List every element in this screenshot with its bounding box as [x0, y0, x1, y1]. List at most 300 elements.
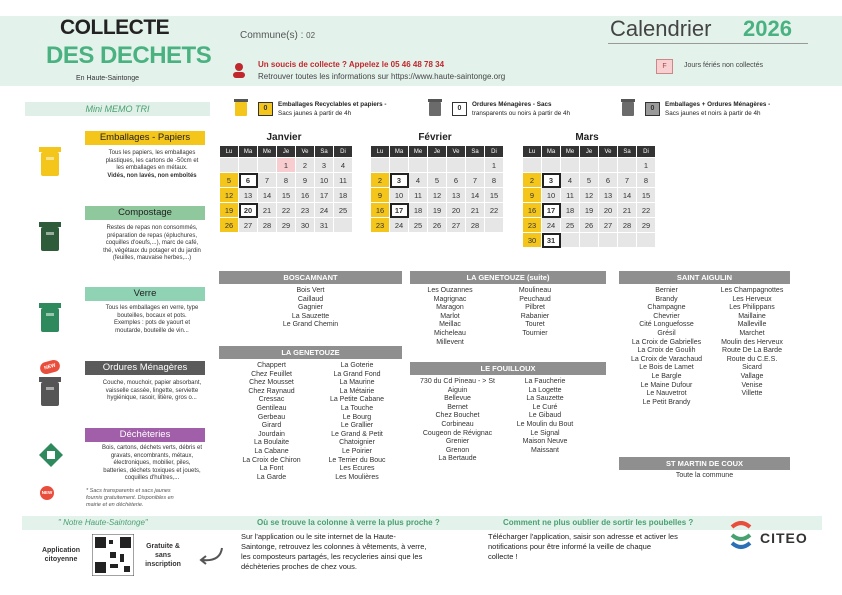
- arrow-left-icon: [198, 546, 224, 566]
- commune-item: La Croix de Gabrielles: [631, 338, 702, 346]
- commune-item: Le Poirier: [342, 447, 372, 455]
- day-cell: 2: [523, 173, 542, 188]
- month-title: Mars: [575, 132, 599, 143]
- legend-count: 0: [645, 102, 660, 116]
- memo-line: gravats, encombrants, métaux,: [110, 452, 194, 459]
- commune-item: 730 du Cd Pineau - > St: [420, 378, 495, 385]
- day-cell: 19: [428, 203, 447, 218]
- memo-line: Couche, mouchoir, papier absorbant,: [102, 380, 202, 386]
- day-cell: 17: [315, 188, 334, 203]
- weekday-header: Sa: [618, 146, 637, 158]
- commune-item: Les Ecures: [339, 465, 375, 473]
- commune-item: La Petite Cabane: [329, 396, 385, 404]
- app-label: Application citoyenne: [41, 547, 81, 563]
- memo-note-line: mairie et en déchèterie.: [86, 502, 144, 508]
- day-cell: 12: [220, 188, 239, 203]
- commune-item: Magrignac: [433, 295, 467, 303]
- memo-line: hygiénique, rasoir, litière, gros o...: [107, 395, 197, 402]
- section-genetouze: LA GENETOUZE: [219, 346, 402, 359]
- day-cell: [542, 158, 561, 173]
- day-cell: 16: [523, 203, 542, 218]
- memo-card-text: [82, 380, 222, 403]
- commune-item: Touret: [525, 321, 545, 329]
- commune-item: La Touche: [340, 404, 374, 412]
- support-agent-icon: [232, 62, 246, 78]
- day-cell: 26: [428, 218, 447, 233]
- title-dechets: DES DECHETS: [46, 42, 212, 69]
- day-cell: 20: [239, 203, 258, 218]
- day-cell: [485, 218, 504, 233]
- day-cell: 31: [542, 233, 561, 248]
- day-cell: [523, 158, 542, 173]
- list-fouilloux-left: [410, 378, 505, 464]
- weekday-header: Di: [334, 146, 353, 158]
- day-cell: 14: [618, 188, 637, 203]
- day-cell: 11: [409, 188, 428, 203]
- commune-item: Le Gibaud: [528, 412, 562, 420]
- day-cell: 14: [466, 188, 485, 203]
- day-cell: 13: [599, 188, 618, 203]
- commune-item: La Sauzette: [526, 395, 564, 403]
- day-cell: 10: [390, 188, 409, 203]
- weekday-header: Di: [637, 146, 656, 158]
- commune-item: Gagnier: [298, 304, 323, 312]
- legend-count: 0: [452, 102, 467, 116]
- list-genetouze-suite-left: [405, 287, 495, 347]
- day-cell: 2: [296, 158, 315, 173]
- commune-item: La Grand Fond: [333, 370, 381, 378]
- weekday-header: Ve: [296, 146, 315, 158]
- title-collecte: COLLECTE: [60, 16, 170, 39]
- commune-item: Chez Raynaud: [248, 387, 295, 395]
- oubli-text: [488, 532, 678, 562]
- day-cell: 18: [334, 188, 353, 203]
- commune-item: La Sauzette: [291, 312, 330, 320]
- commune-item: Caillaud: [297, 295, 324, 303]
- day-cell: [599, 233, 618, 248]
- day-cell: 17: [390, 203, 409, 218]
- commune-item: Marlot: [440, 312, 460, 320]
- commune-item: Le Bois de Lamet: [639, 364, 694, 372]
- memo-card-text: [82, 150, 222, 180]
- list-fouilloux-right: [500, 378, 590, 455]
- free-label: Gratuite & sans inscription: [145, 543, 181, 568]
- day-cell: 30: [296, 218, 315, 233]
- commune-item: Maison Neuve: [522, 438, 568, 446]
- memo-title: Mini MEMO TRI: [25, 102, 210, 116]
- day-cell: 29: [277, 218, 296, 233]
- memo-line: Tous les emballages en verre, type: [105, 305, 199, 311]
- commune-item: Tournier: [522, 329, 548, 337]
- day-cell: [409, 158, 428, 173]
- day-cell: 18: [561, 203, 580, 218]
- commune-item: Grenier: [445, 438, 470, 446]
- day-cell: [239, 158, 258, 173]
- commune-item: Cressac: [258, 396, 285, 404]
- weekday-header: Je: [428, 146, 447, 158]
- commune-item: les composteurs partagés, les recycleries ainsi que les: [241, 552, 423, 561]
- commune-item: Chez Bouchet: [435, 412, 480, 420]
- yellow-bin-icon: [38, 145, 62, 182]
- list-saint-martin: [619, 472, 790, 481]
- weekday-header: Lu: [220, 146, 239, 158]
- commune-item: Bernier: [655, 287, 678, 294]
- new-badge: NEW: [40, 486, 54, 500]
- day-cell: 13: [447, 188, 466, 203]
- day-cell: 6: [239, 173, 258, 188]
- weekday-header: Sa: [466, 146, 485, 158]
- commune-item: Girard: [261, 422, 282, 430]
- commune-item: Le Moulin du Bout: [516, 420, 574, 428]
- memo-card-text: [82, 305, 222, 335]
- day-cell: 30: [523, 233, 542, 248]
- day-cell: 23: [371, 218, 390, 233]
- legend-title: Ordures Ménagères - Sacs: [472, 101, 552, 108]
- phone-line: Un soucis de collecte ? Appelez le 05 46 48 78 34: [258, 60, 445, 69]
- day-cell: [561, 158, 580, 173]
- legend-desc: transparents ou noirs à partir de 4h: [472, 109, 571, 117]
- memo-card-title: Ordures Ménagères: [85, 361, 205, 375]
- day-cell: [637, 233, 656, 248]
- day-cell: 29: [637, 218, 656, 233]
- memo-line: thé, végétaux du potager et du jardin: [103, 247, 201, 254]
- commune-item: Bernet: [447, 403, 468, 411]
- month-title: Janvier: [266, 132, 302, 143]
- memo-card-title: Verre: [85, 287, 205, 301]
- commune-item: Le Grand Chemin: [282, 321, 339, 329]
- commune-item: Le Grand & Petit: [331, 430, 383, 438]
- day-cell: 26: [580, 218, 599, 233]
- day-cell: [580, 233, 599, 248]
- legend-count: 0: [258, 102, 273, 116]
- commune-item: Maillaine: [738, 312, 766, 320]
- commune-item: Sicard: [742, 364, 762, 372]
- commune-item: La Font: [259, 465, 284, 473]
- commune-item: La Logette: [528, 386, 562, 394]
- day-cell: [618, 158, 637, 173]
- commune-item: Gentileau: [256, 404, 287, 412]
- month-table: [370, 145, 504, 233]
- commune-item: Moulineau: [518, 287, 552, 294]
- subtitle: En Haute-Saintonge: [76, 75, 140, 82]
- day-cell: 22: [637, 203, 656, 218]
- day-cell: 6: [447, 173, 466, 188]
- day-cell: 28: [258, 218, 277, 233]
- commune-item: Les Moulières: [335, 473, 379, 481]
- commune-item: La Boulaite: [253, 439, 290, 447]
- memo-card-text: [82, 445, 222, 483]
- day-cell: 6: [599, 173, 618, 188]
- commune-item: Saintonge, retrouvez les colonnes à vêtements, à verre,: [241, 542, 427, 551]
- memo-line: Restes de repas non consommés,: [106, 225, 198, 231]
- commune-item: Toute la commune: [675, 472, 734, 479]
- day-cell: 1: [485, 158, 504, 173]
- commune-item: Chez Feuillet: [251, 370, 292, 378]
- weekday-header: Sa: [315, 146, 334, 158]
- day-cell: 5: [428, 173, 447, 188]
- verre-title: Où se trouve la colonne à verre la plus proche ?: [257, 518, 440, 527]
- commune-item: Meillac: [439, 321, 461, 329]
- weekday-header: Lu: [523, 146, 542, 158]
- weekday-header: Ma: [239, 146, 258, 158]
- commune-item: Grenon: [445, 446, 470, 454]
- day-cell: 22: [277, 203, 296, 218]
- commune-item: Sur l'application ou le site internet de la Haute-: [241, 532, 396, 541]
- weekday-header: Ma: [542, 146, 561, 158]
- day-cell: 7: [466, 173, 485, 188]
- memo-line: Bois, cartons, déchets verts, débris et: [101, 445, 203, 451]
- commune-item: Champagne: [647, 304, 686, 312]
- day-cell: 2: [371, 173, 390, 188]
- memo-card-title: Déchèteries: [85, 428, 205, 442]
- commune-item: Le Petit Brandy: [642, 398, 691, 406]
- commune-item: Les Herveux: [732, 295, 772, 303]
- day-cell: 12: [580, 188, 599, 203]
- commune-item: Micheleau: [434, 329, 466, 337]
- day-cell: [561, 233, 580, 248]
- note-title: " Notre Haute-Saintonge": [58, 518, 148, 527]
- day-cell: [390, 158, 409, 173]
- day-cell: 20: [599, 203, 618, 218]
- commune-item: Vallage: [740, 372, 764, 380]
- day-cell: 3: [542, 173, 561, 188]
- commune-item: Chevrier: [653, 312, 680, 320]
- weekday-header: Je: [277, 146, 296, 158]
- day-cell: 25: [409, 218, 428, 233]
- commune-item: déchèteries proches de chez vous.: [241, 562, 357, 571]
- calendar-title: Calendrier: [610, 16, 712, 41]
- website-line[interactable]: Retrouver toutes les informations sur https://www.haute-saintonge.org: [258, 72, 506, 81]
- commune-item: Le Signal: [530, 429, 560, 437]
- commune-item: Les Champagnottes: [720, 287, 784, 294]
- commune-item: Grésil: [657, 329, 676, 337]
- commune-item: La Bertaude: [438, 455, 477, 463]
- legend-bin-icon: [427, 97, 443, 117]
- commune-item: Rabanier: [520, 312, 550, 320]
- day-cell: 1: [277, 158, 296, 173]
- day-cell: 21: [466, 203, 485, 218]
- title-underline: [608, 43, 808, 44]
- day-cell: [258, 158, 277, 173]
- commune-item: Télécharger l'application, saisir son adresse et activer les: [488, 532, 678, 541]
- weekday-header: Je: [580, 146, 599, 158]
- day-cell: 5: [220, 173, 239, 188]
- commune-item: Cougeon de Révignac: [422, 429, 493, 437]
- day-cell: [599, 158, 618, 173]
- commune-item: Le Maine Dufour: [640, 381, 693, 389]
- day-cell: 4: [561, 173, 580, 188]
- memo-line: coquilles d'oeufs,...), marc de café,: [105, 240, 199, 247]
- weekday-header: Me: [561, 146, 580, 158]
- day-cell: 24: [315, 203, 334, 218]
- day-cell: 15: [637, 188, 656, 203]
- memo-line: plastiques, les cartons de -50cm et: [105, 157, 199, 164]
- month-table: [522, 145, 656, 248]
- memo-card-title: Emballages - Papiers: [85, 131, 205, 145]
- list-genetouze-right: [297, 362, 417, 482]
- day-cell: 27: [447, 218, 466, 233]
- commune-item: La Faucherie: [524, 378, 566, 385]
- list-genetouze-suite-right: [490, 287, 580, 339]
- memo-line: électroniques, mobilier, piles,: [113, 460, 191, 467]
- day-cell: 3: [390, 173, 409, 188]
- citeo-logo-icon: [728, 521, 754, 551]
- legend-text: [278, 101, 428, 118]
- memo-card-title: Compostage: [85, 206, 205, 220]
- new-badge: NEW: [39, 359, 61, 376]
- commune-item: La Garde: [256, 473, 287, 481]
- day-cell: 28: [466, 218, 485, 233]
- day-cell: 12: [428, 188, 447, 203]
- section-boscamnant: BOSCAMNANT: [219, 271, 402, 284]
- commune-item: Chappert: [257, 362, 286, 369]
- section-fouilloux: LE FOUILLOUX: [410, 362, 606, 375]
- day-cell: 25: [334, 203, 353, 218]
- day-cell: 9: [371, 188, 390, 203]
- verre-text: [241, 532, 427, 572]
- calendar-year: 2026: [743, 16, 792, 41]
- day-cell: [447, 158, 466, 173]
- day-cell: 21: [258, 203, 277, 218]
- day-cell: 11: [561, 188, 580, 203]
- day-cell: 9: [296, 173, 315, 188]
- legend-bin-icon: [620, 97, 636, 117]
- commune-item: La Goterie: [340, 362, 374, 369]
- day-cell: 21: [618, 203, 637, 218]
- day-cell: 27: [239, 218, 258, 233]
- commune-item: Marchet: [739, 329, 765, 337]
- month-title: Février: [418, 132, 452, 143]
- commune-item: Le Bourg: [342, 413, 372, 421]
- day-cell: 27: [599, 218, 618, 233]
- glass-bin-icon: [38, 301, 62, 338]
- day-cell: 31: [315, 218, 334, 233]
- memo-line: (feuilles, mauvaise herbes,...): [112, 255, 192, 262]
- day-cell: 18: [409, 203, 428, 218]
- day-cell: 4: [409, 173, 428, 188]
- commune-item: Moulin des Herveux: [721, 338, 783, 346]
- commune-item: Bellevue: [444, 395, 471, 403]
- commune-item: Peuchaud: [519, 295, 551, 303]
- day-cell: 26: [220, 218, 239, 233]
- day-cell: [580, 158, 599, 173]
- day-cell: 11: [334, 173, 353, 188]
- commune-item: La Croix de Varachaud: [630, 355, 703, 363]
- commune-item: La Métairie: [339, 387, 375, 395]
- commune-item: Cité Longuefosse: [639, 321, 694, 329]
- day-cell: 19: [580, 203, 599, 218]
- commune-item: Les Philippans: [729, 304, 775, 312]
- day-cell: [466, 158, 485, 173]
- grey-bin-icon: [38, 375, 62, 412]
- section-saint-martin: ST MARTIN DE COUX: [619, 457, 790, 470]
- legend-bin-icon: [233, 97, 249, 117]
- commune-item: Le Curé: [532, 403, 558, 411]
- memo-note-line: fournis gratuitement. Disponibles en: [86, 495, 174, 501]
- day-cell: 24: [390, 218, 409, 233]
- weekday-header: Lu: [371, 146, 390, 158]
- memo-line: Tous les papiers, les emballages: [108, 150, 196, 156]
- qr-code-icon[interactable]: [92, 534, 134, 576]
- day-cell: [618, 233, 637, 248]
- commune-item: Bois Vert: [296, 287, 325, 294]
- commune-item: Le Nauvetrot: [646, 390, 687, 398]
- oubli-title: Comment ne plus oublier de sortir les poubelles ?: [503, 518, 694, 527]
- ferie-legend-swatch: F: [656, 59, 673, 74]
- day-cell: 10: [542, 188, 561, 203]
- day-cell: 25: [561, 218, 580, 233]
- day-cell: 23: [523, 218, 542, 233]
- legend-text: [472, 101, 622, 118]
- legend-title: Emballages + Ordures Ménagères -: [665, 101, 771, 108]
- section-genetouze-suite: LA GENETOUZE (suite): [410, 271, 606, 284]
- commune-item: Maissant: [530, 446, 559, 454]
- commune-item: notifications pour être informé la veille de chaque: [488, 542, 652, 551]
- list-boscamnant: [219, 287, 402, 330]
- citeo-logo: CITEO: [760, 530, 808, 546]
- commune-item: Millevent: [436, 338, 464, 346]
- commune-item: Le Grallier: [340, 422, 374, 430]
- commune-item: Corbineau: [441, 420, 474, 428]
- legend-desc: Sacs jaunes à partir de 4h: [278, 109, 352, 117]
- day-cell: 7: [618, 173, 637, 188]
- commune-item: Chez Mousset: [249, 379, 294, 387]
- day-cell: 5: [580, 173, 599, 188]
- legend-desc: Sacs jaunes et noirs à partir de 4h: [665, 109, 761, 117]
- commune-item: Le Bargle: [651, 372, 682, 380]
- day-cell: [334, 218, 353, 233]
- weekday-header: Me: [409, 146, 428, 158]
- commune-item: Chatoignier: [339, 439, 375, 447]
- memo-line: batteries, déchets toxiques et jouets,: [103, 467, 201, 474]
- day-cell: 15: [485, 188, 504, 203]
- weekday-header: Di: [485, 146, 504, 158]
- ferie-legend-label: Jours fériés non collectés: [684, 62, 763, 69]
- memo-line: Exemples : pots de yaourt et: [113, 320, 191, 327]
- commune-item: La Croix de Goulih: [637, 347, 696, 355]
- day-cell: 7: [258, 173, 277, 188]
- day-cell: [371, 158, 390, 173]
- commune-item: La Croix de Chiron: [242, 456, 301, 464]
- commune-item: collecte !: [488, 552, 518, 561]
- day-cell: [220, 158, 239, 173]
- commune-item: La Cabane: [254, 447, 289, 455]
- day-cell: 24: [542, 218, 561, 233]
- day-cell: 13: [239, 188, 258, 203]
- memo-line: les emballages en métaux.: [116, 165, 188, 172]
- commune-item: Aiguin: [447, 386, 468, 394]
- commune-item: Le Terrier du Bouc: [328, 456, 386, 464]
- day-cell: 16: [296, 188, 315, 203]
- compost-bin-icon: [38, 220, 62, 257]
- day-cell: 8: [637, 173, 656, 188]
- commune-item: Les Ouzannes: [427, 287, 473, 294]
- commune-item: Pilbret: [525, 304, 545, 312]
- day-cell: 1: [637, 158, 656, 173]
- day-cell: 17: [542, 203, 561, 218]
- memo-card-text: [82, 225, 222, 263]
- section-saint-aiguin: SAINT AIGULIN: [619, 271, 790, 284]
- day-cell: 14: [258, 188, 277, 203]
- day-cell: 23: [296, 203, 315, 218]
- legend-text: [665, 101, 815, 118]
- commune-item: Jourdain: [258, 430, 285, 438]
- commune-item: La Maurine: [339, 379, 375, 387]
- commune-item: Maragon: [436, 304, 464, 312]
- day-cell: [428, 158, 447, 173]
- memo-line: préparation de repas (épluchures,: [106, 232, 198, 239]
- memo-line: bouteilles, bocaux et pots.: [117, 312, 187, 319]
